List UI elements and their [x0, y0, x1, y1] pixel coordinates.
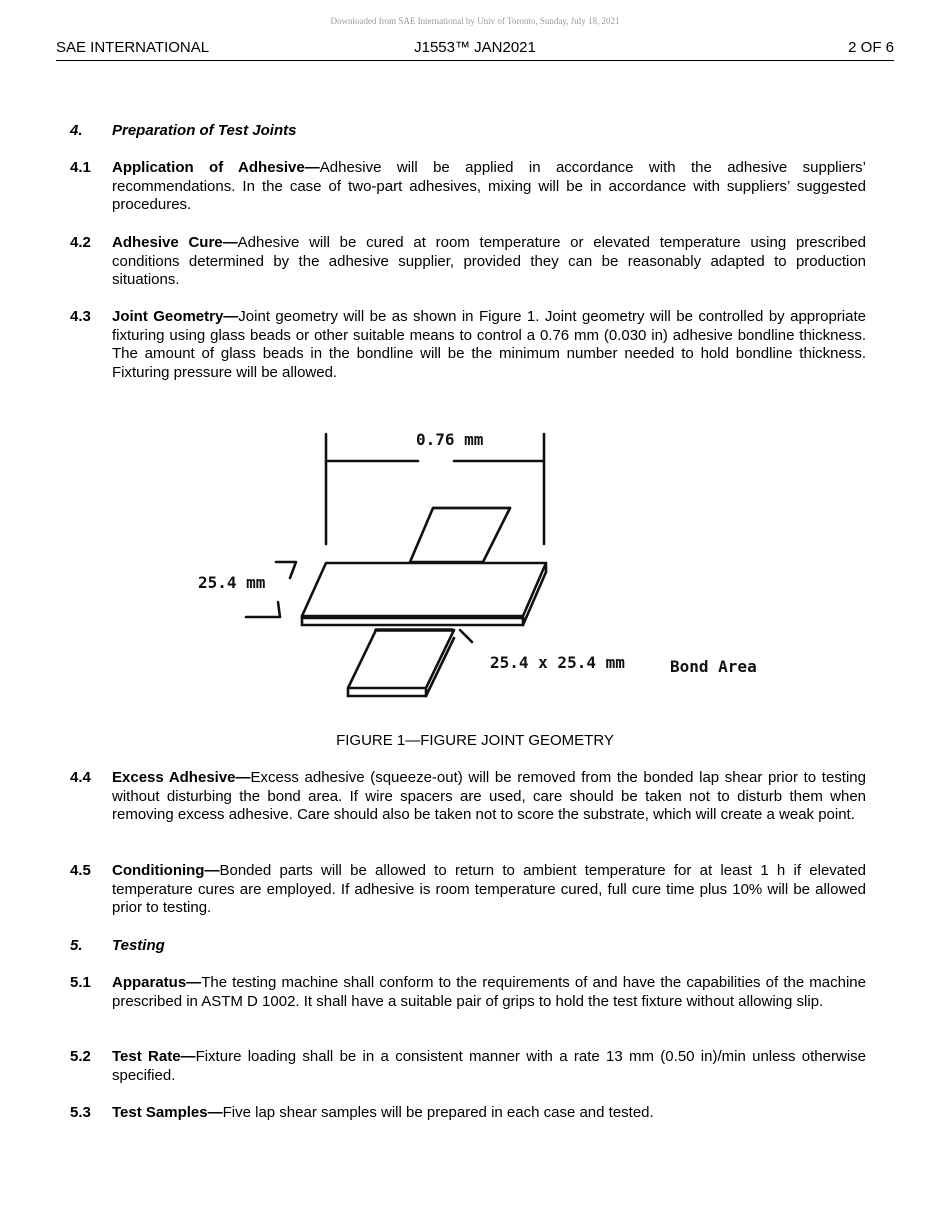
paragraph-text: Excess adhesive (squeeze-out) will be removed from the bonded lap shear prior to testing without disturbing the bond area. If wire spacers are used, care should be taken not to disturb them when removing excess adhesive. Care should also be taken not to score the substrate, which will create a weak point.	[112, 769, 866, 824]
paragraph-number: 4.4	[70, 769, 91, 786]
label-thickness: 0.76 mm	[416, 430, 484, 449]
section-number: 4.	[70, 122, 83, 139]
label-area: 25.4 x 25.4 mm	[490, 653, 625, 672]
paragraph-4-4	[70, 769, 866, 825]
paragraph-number: 4.2	[70, 234, 91, 251]
paragraph-5-3	[70, 1104, 866, 1123]
paragraph-number: 5.1	[70, 974, 91, 991]
section-title: Testing	[112, 937, 165, 954]
header-document-id: J1553™ JAN2021	[414, 39, 536, 56]
paragraph-5-1	[70, 974, 866, 1011]
label-bond-area: Bond Area	[670, 657, 757, 676]
page-header	[56, 38, 894, 61]
paragraph-number: 5.2	[70, 1048, 91, 1065]
section-title: Preparation of Test Joints	[112, 122, 297, 139]
download-watermark: Downloaded from SAE International by Univ of Toronto, Sunday, July 18, 2021	[330, 16, 620, 26]
joint-geometry-figure	[190, 420, 770, 710]
dim-width-bottom	[246, 602, 280, 617]
upper-strip	[410, 508, 510, 562]
dim-width-top	[276, 562, 296, 578]
header-page-number: 2 OF 6	[848, 39, 894, 56]
paragraph-title: Test Rate—	[112, 1048, 196, 1065]
lower-strip	[348, 630, 454, 688]
paragraph-text: Adhesive will be cured at room temperature or elevated temperature using prescribed conditions determined by the adhesive supplier, provided they can be reasonably adapted to production situations.	[112, 234, 866, 289]
paragraph-4-2	[70, 234, 866, 290]
middle-plate	[302, 563, 546, 616]
paragraph-text: Joint geometry will be as shown in Figure 1. Joint geometry will be controlled by appropriate fixturing using glass beads or other suitable means to control a 0.76 mm (0.030 in) adhesive bondline thickness. The amount of glass beads in the bondline will be the minimum number needed to hold bondline thickness. Fixturing pressure will be allowed.	[112, 308, 866, 381]
paragraph-title: Adhesive Cure—	[112, 234, 238, 251]
section-4-heading	[70, 122, 296, 139]
paragraph-5-2	[70, 1048, 866, 1085]
paragraph-text: Fixture loading shall be in a consistent manner with a rate 13 mm (0.50 in)/min unless otherwise specified.	[112, 1048, 866, 1084]
paragraph-title: Joint Geometry—	[112, 308, 239, 325]
paragraph-text: Adhesive will be applied in accordance with the adhesive suppliers’ recommendations. In the case of two-part adhesives, mixing will be in accordance with suppliers’ suggested procedures.	[112, 159, 867, 214]
paragraph-4-1	[70, 159, 866, 215]
label-width: 25.4 mm	[198, 573, 266, 592]
paragraph-4-5	[70, 862, 866, 918]
paragraph-text: Bonded parts will be allowed to return to ambient temperature for at least 1 h if elevated temperature cures are employed. If adhesive is room temperature cured, full cure time plus 10% will be allowed prior to testing.	[112, 862, 866, 917]
paragraph-number: 4.5	[70, 862, 91, 879]
header-organization: SAE INTERNATIONAL	[56, 39, 210, 56]
section-number: 5.	[70, 937, 83, 954]
figure-caption: FIGURE 1—FIGURE JOINT GEOMETRY	[336, 732, 614, 749]
paragraph-number: 4.3	[70, 308, 91, 325]
paragraph-number: 4.1	[70, 159, 91, 176]
paragraph-title: Apparatus—	[112, 974, 202, 991]
paragraph-title: Conditioning—	[112, 862, 220, 879]
section-5-heading	[70, 937, 165, 954]
bond-leader	[460, 630, 472, 642]
paragraph-title: Test Samples—	[112, 1104, 223, 1121]
paragraph-text: The testing machine shall conform to the requirements of and have the capabilities of the machine prescribed in ASTM D 1002. It shall have a suitable pair of grips to hold the test fixture without allowing slip.	[112, 974, 866, 1010]
paragraph-title: Application of Adhesive—	[112, 159, 320, 176]
paragraph-number: 5.3	[70, 1104, 91, 1121]
paragraph-text: Five lap shear samples will be prepared in each case and tested.	[222, 1104, 654, 1121]
paragraph-title: Excess Adhesive—	[112, 769, 251, 786]
paragraph-4-3	[70, 308, 866, 382]
